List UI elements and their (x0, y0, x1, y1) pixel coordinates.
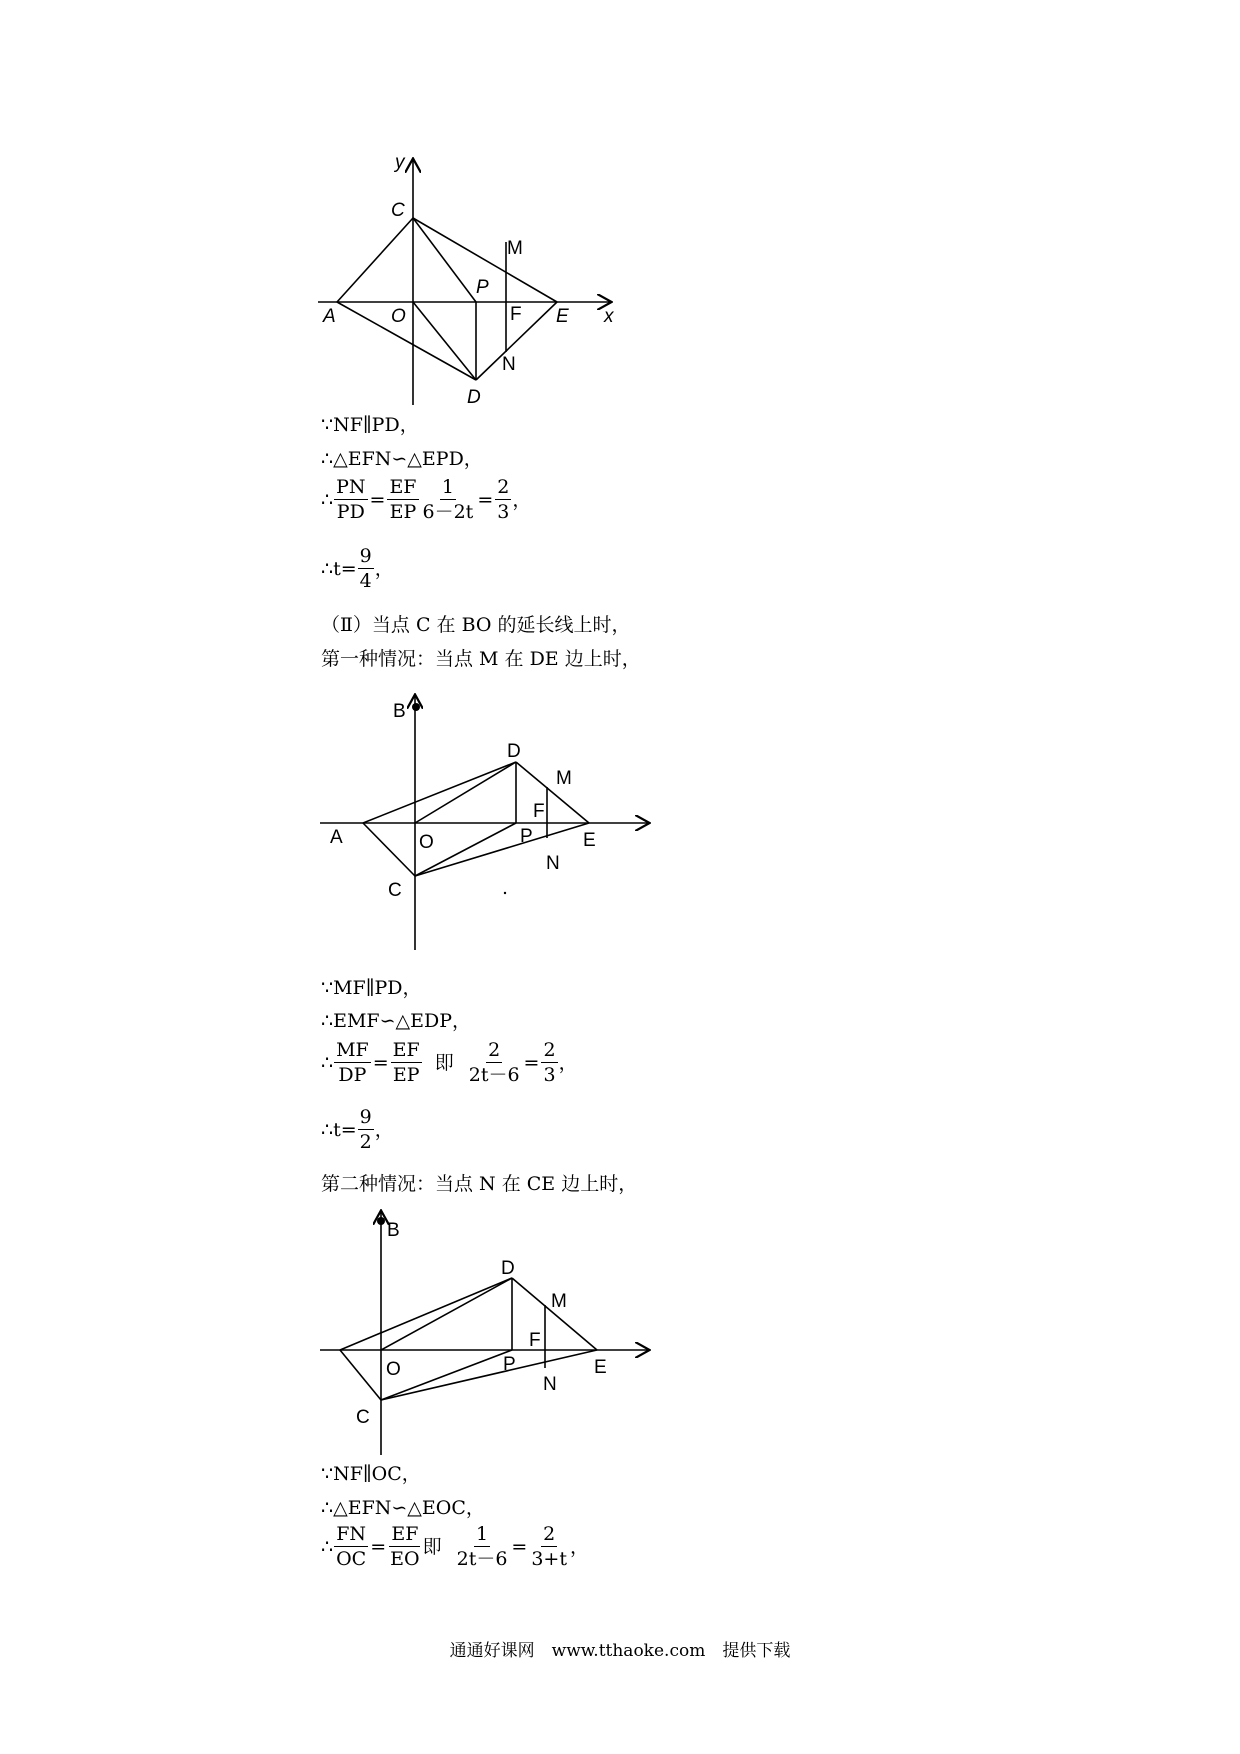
label-x: x (604, 306, 614, 327)
page-footer: 通通好课网 www.tthaoke.com 提供下载 (449, 1641, 791, 1661)
block1-line1: ∵NF∥PD， (321, 414, 419, 436)
label-O: O (386, 1359, 401, 1380)
label-O: O (391, 306, 406, 327)
label-D: D (467, 387, 481, 408)
case2-first-case: 第一种情况：当点 M 在 DE 边上时， (321, 648, 641, 670)
label-F: F (510, 304, 522, 325)
segment-AC (340, 1350, 381, 1400)
label-P: P (520, 826, 533, 847)
label-O: O (419, 832, 434, 853)
block2-equation-2: ∴t= $\frac{9}{2}$ ， (321, 1106, 394, 1153)
label-y: y (395, 152, 405, 173)
point-B (377, 1217, 385, 1225)
block1-equation-2: ∴t= $\frac{9}{4}$ ， (321, 545, 394, 592)
segment-CE (381, 1350, 597, 1400)
block3-line1: ∵NF∥OC， (321, 1463, 421, 1485)
block2-line2: ∴EMF∽△EDP， (321, 1010, 472, 1032)
case2-heading: （Ⅱ）当点 C 在 BO 的延长线上时， (321, 614, 631, 636)
segment-OD (381, 1278, 512, 1350)
segment-OD (415, 762, 516, 823)
label-D: D (501, 1258, 515, 1279)
label-C: C (391, 200, 405, 221)
label-C: C (356, 1407, 370, 1428)
figure-2-case-M-on-DE (310, 690, 660, 960)
segment-OD (413, 302, 476, 380)
label-M: M (507, 238, 523, 259)
figure-1-rhombus-diagram (310, 140, 630, 415)
label-B: B (387, 1220, 400, 1241)
block2-line1: ∵MF∥PD， (321, 977, 422, 999)
label-B: B (393, 701, 406, 722)
segment-AD (340, 1278, 512, 1350)
label-M: M (556, 768, 572, 789)
segment-DE (516, 762, 589, 823)
label-N: N (546, 853, 560, 874)
case2-second-case: 第二种情况：当点 N 在 CE 边上时， (321, 1173, 638, 1195)
label-F: F (533, 801, 545, 822)
segment-AC (363, 823, 415, 876)
label-F: F (529, 1330, 541, 1351)
label-N: N (543, 1374, 557, 1395)
label-P: P (476, 277, 489, 298)
block1-equation-1: ∴ $\frac{PN}{PD}$ = $\frac{EF}{EP}$ $\frac{1}{6-2t}$ = $\frac{2}{3}$ ， (321, 476, 532, 523)
label-E: E (594, 1357, 607, 1378)
segment-DE (512, 1278, 597, 1350)
label-N: N (502, 354, 516, 375)
label-C: C (388, 880, 402, 901)
label-A: A (323, 306, 336, 327)
point-B (412, 703, 420, 711)
label-E: E (583, 830, 596, 851)
segment-CP (413, 218, 476, 302)
segment-AC (337, 218, 413, 302)
block3-line2: ∴△EFN∽△EOC， (321, 1497, 485, 1519)
segment-AD (363, 762, 516, 823)
label-D: D (507, 741, 521, 762)
segment-DA (337, 302, 476, 380)
block1-line2: ∴△EFN∽△EPD， (321, 448, 483, 470)
block3-equation-1: ∴ $\frac{FN}{OC}$ = $\frac{EF}{EO}$ 即 $\frac{1}{2t-6}$ = $\frac{2}{3+t}$ ， (321, 1523, 590, 1570)
figure-3-case-N-on-CE (310, 1208, 660, 1458)
label-P: P (503, 1354, 516, 1375)
label-E: E (556, 306, 569, 327)
label-M: M (551, 1291, 567, 1312)
block2-equation-1: ∴ $\frac{MF}{DP}$ = $\frac{EF}{EP}$ 即 $\frac{2}{2t-6}$ = $\frac{2}{3}$ ， (321, 1039, 578, 1086)
label-A: A (330, 827, 343, 848)
